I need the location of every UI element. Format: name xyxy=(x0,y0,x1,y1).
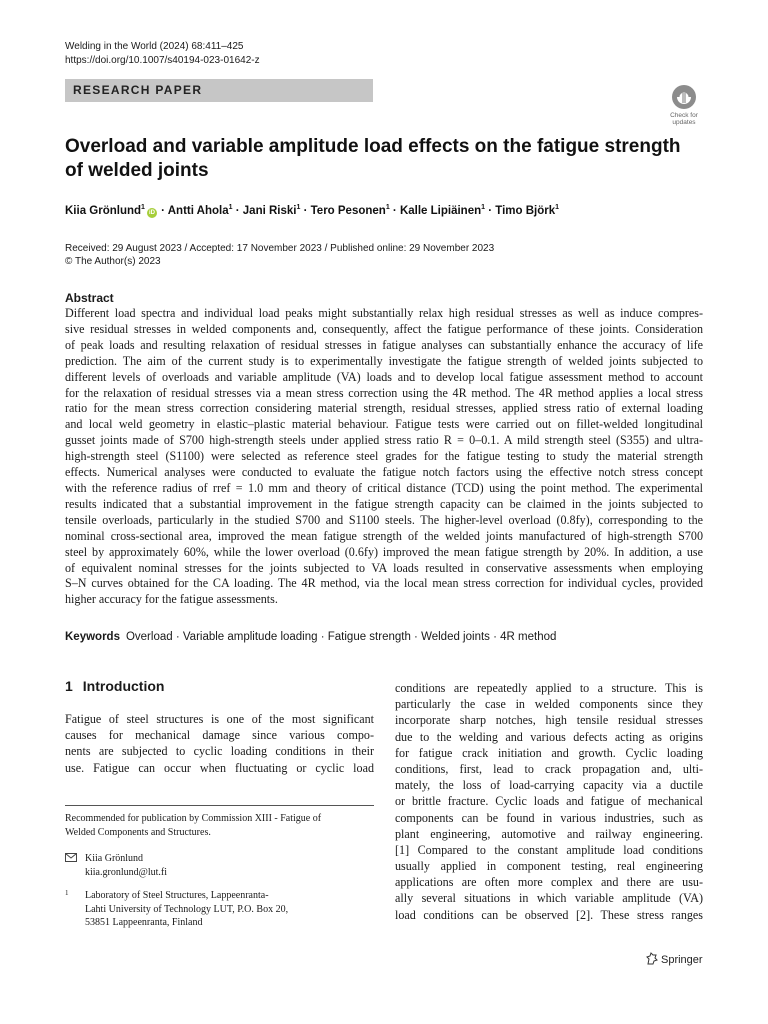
doi-link[interactable]: https://doi.org/10.1007/s40194-023-01642-z xyxy=(65,55,260,66)
keywords xyxy=(65,631,556,643)
abstract-line: and local weld geometry in elastic–plastic material behaviour. Fatigue tests were carried out on fillet-welded longitudinal xyxy=(65,417,703,432)
affiliation-line-1: Laboratory of Steel Structures, Lappeenranta- xyxy=(85,890,269,901)
history-dates: Received: 29 August 2023 / Accepted: 17 November 2023 / Published online: 29 November 2023 xyxy=(65,243,495,254)
abstract-line: of equivalent nominal stresses for the joints subjected to VA loads resulted in conservative assessments when employing xyxy=(65,560,703,575)
body-line: conditions, first, lead to crack propagation and, ulti- xyxy=(395,761,703,776)
abstract-line: gusset joints made of S700 high-strength steels under applied stress ratio R = 0–0.1. A mild strength steel (S355) and ultra- xyxy=(65,433,703,448)
body-line: Fatigue of steel structures is one of the most significant xyxy=(65,712,374,726)
affiliation-mark: 1 xyxy=(65,889,69,897)
body-line: components can be found in various industries, such as xyxy=(395,810,703,825)
body-line: causes for mechanical damage since various compo- xyxy=(65,728,374,743)
abstract-line: different levels of overloads and variable amplitude (VA) loads and to develop local fatigue assessment method to account xyxy=(65,369,703,384)
keywords-list: Overload · Variable amplitude loading · Fatigue strength · Welded joints · 4R method xyxy=(125,631,557,643)
author-affiliation-mark: 1 xyxy=(481,204,486,211)
abstract-heading: Abstract xyxy=(65,291,114,305)
publisher-name: Springer xyxy=(661,954,703,966)
body-line: plant engineering, automotive and railway engineering. xyxy=(395,826,703,841)
author-name[interactable]: Timo Björk xyxy=(495,204,556,217)
body-line: ally several situations in which variable amplitude (VA) xyxy=(395,891,703,906)
check-updates-label-2: updates xyxy=(672,119,696,126)
abstract-line: prediction. The aim of the current study is to experimentally investigate the fatigue strength of welded joints subjected to xyxy=(65,353,703,368)
footnote-line-1: Recommended for publication by Commission XIII - Fatigue of xyxy=(65,813,322,824)
author-name[interactable]: Tero Pesonen xyxy=(310,204,386,217)
journal-citation: Welding in the World (2024) 68:411–425 xyxy=(65,41,244,52)
body-line: mately, the loss of load-carrying capacity via a ductile xyxy=(395,778,703,793)
abstract-line: tensile overloads, particularly in the studied S700 and S1100 steels. The higher-level overload (0.8fy), corresponding to the xyxy=(65,512,703,527)
abstract-line: steel by approximately 60%, while the lower overload (0.6fy) improved the mean fatigue strength by 20%. In addition, a use xyxy=(65,544,703,559)
author-affiliation-mark: 1 xyxy=(555,204,560,211)
orcid-icon[interactable]: iD xyxy=(148,209,155,216)
title-line-1: Overload and variable amplitude load effects on the fatigue strength xyxy=(65,136,681,157)
author-name[interactable]: Jani Riski xyxy=(242,204,297,217)
abstract-line: high-strength steel (S1100) were selected as reference steel grades for the fatigue testing to study the material strength xyxy=(65,449,703,464)
publication-dates xyxy=(65,242,494,268)
body-line: [1] Compared to the constant amplitude load conditions xyxy=(395,842,703,857)
check-updates-icon xyxy=(671,84,697,110)
body-line: particularly the case in welded components since they xyxy=(395,697,703,712)
affiliation-line-2: Lahti University of Technology LUT, P.O. Box 20, xyxy=(85,903,289,915)
section-number: 1 xyxy=(65,678,73,694)
body-line: use. Fatigue can occur when fluctuating or cyclic load xyxy=(65,760,374,775)
corresponding-author-name: Kiia Grönlund xyxy=(85,853,144,864)
check-updates-label-1: Check for xyxy=(670,112,698,119)
section-title: Introduction xyxy=(82,678,165,694)
author-name[interactable]: Antti Ahola xyxy=(167,204,229,217)
body-line: for fatigue crack initiation and growth. Cyclic loading xyxy=(395,745,703,760)
corresponding-author-email[interactable]: kiia.gronlund@lut.fi xyxy=(85,866,167,878)
author-affiliation-mark: 1 xyxy=(141,204,145,211)
body-line: conditions are repeatedly applied to a structure. This is xyxy=(395,681,703,695)
body-line: load conditions can be observed [2]. These stress ranges xyxy=(395,907,703,922)
author-list: Kiia Grönlund$^1$iD · Antti Ahola$^1$ · Jani Riski$^1$ · Tero Pesonen$^1$ · Kalle Lipiäinen$^1$ · Timo Björk$^1$ xyxy=(65,204,560,217)
author-affiliation-mark: 1 xyxy=(228,204,233,211)
abstract-line: of peak loads and resulting relaxation of residual stresses in fatigue analyses can substantially enhance the accuracy of life xyxy=(65,337,703,352)
abstract-line: S–N curves obtained for the CA loading. The 4R method, via the local mean stress correction for individual cycles, provided xyxy=(65,576,703,591)
abstract-body xyxy=(65,306,703,608)
title-line-2: of welded joints xyxy=(65,160,209,181)
author-name[interactable]: Kiia Grönlund xyxy=(65,204,142,217)
body-line: or brittle fracture. Cyclic loads and fatigue of mechanical xyxy=(395,794,703,809)
body-line: applications are often more complex and there are usu- xyxy=(395,875,703,890)
abstract-line: effects. Numerical analyses were conducted to evaluate the fatigue notch factors using the effective notch stress concept xyxy=(65,465,703,480)
author-affiliation-mark: 1 xyxy=(296,204,301,211)
footnote-divider xyxy=(65,805,374,806)
recommendation-footnote xyxy=(65,812,374,839)
section-heading xyxy=(65,678,164,694)
abstract-line: results indicated that a substantial improvement in the fatigue strength capacity can be claimed in the joints subjected to xyxy=(65,496,703,511)
body-line: incorporate sharp notches, high tensile residual stresses xyxy=(395,713,703,728)
publisher-logo xyxy=(646,952,703,966)
intro-left-column xyxy=(65,711,374,776)
abstract-line: Different load spectra and individual load peaks might substantially relax high residual stresses as well as induce compres- xyxy=(65,306,703,320)
abstract-line: with the reference radius of rref = 1.0 mm and theory of critical distance (TCD) using the point method. The experimental xyxy=(65,480,703,495)
article-type-banner: RESEARCH PAPER xyxy=(65,79,373,102)
envelope-icon xyxy=(65,853,77,862)
body-line: due to the welding and various defects acting as origins xyxy=(395,729,703,744)
keywords-label: Keywords xyxy=(65,631,120,643)
check-for-updates-badge[interactable] xyxy=(664,84,704,126)
copyright-line: © The Author(s) 2023 xyxy=(65,256,161,267)
springer-horse-icon xyxy=(646,952,658,965)
author-affiliation-mark: 1 xyxy=(385,204,390,211)
journal-header xyxy=(65,40,260,68)
abstract-line: ratio for the mean stress correction considering material strength, residual stresses, applied stress ratio of external loading xyxy=(65,401,703,416)
abstract-line: nominal cross-sectional area, improved the mean fatigue strength of the welded joints manufactured of high-strength S700 xyxy=(65,528,703,543)
body-line: nents are subjected to cyclic loading conditions in their xyxy=(65,744,374,759)
abstract-line: sive residual stresses in welded components and, consequently, affect the fatigue performance of these joints. Consideration xyxy=(65,321,703,336)
article-title xyxy=(65,135,685,183)
abstract-line: for the relaxation of residual stresses via a mean stress correction using the 4R method. The 4R method applies a local stress xyxy=(65,385,703,400)
footnote-line-2: Welded Components and Structures. xyxy=(65,826,211,838)
affiliation-line-3: 53851 Lappeenranta, Finland xyxy=(85,917,203,928)
abstract-line: higher accuracy for the fatigue assessments. xyxy=(65,592,278,607)
body-line: usually applied in component testing, real engineering xyxy=(395,859,703,874)
author-name[interactable]: Kalle Lipiäinen xyxy=(399,204,482,217)
intro-right-column xyxy=(395,680,703,923)
